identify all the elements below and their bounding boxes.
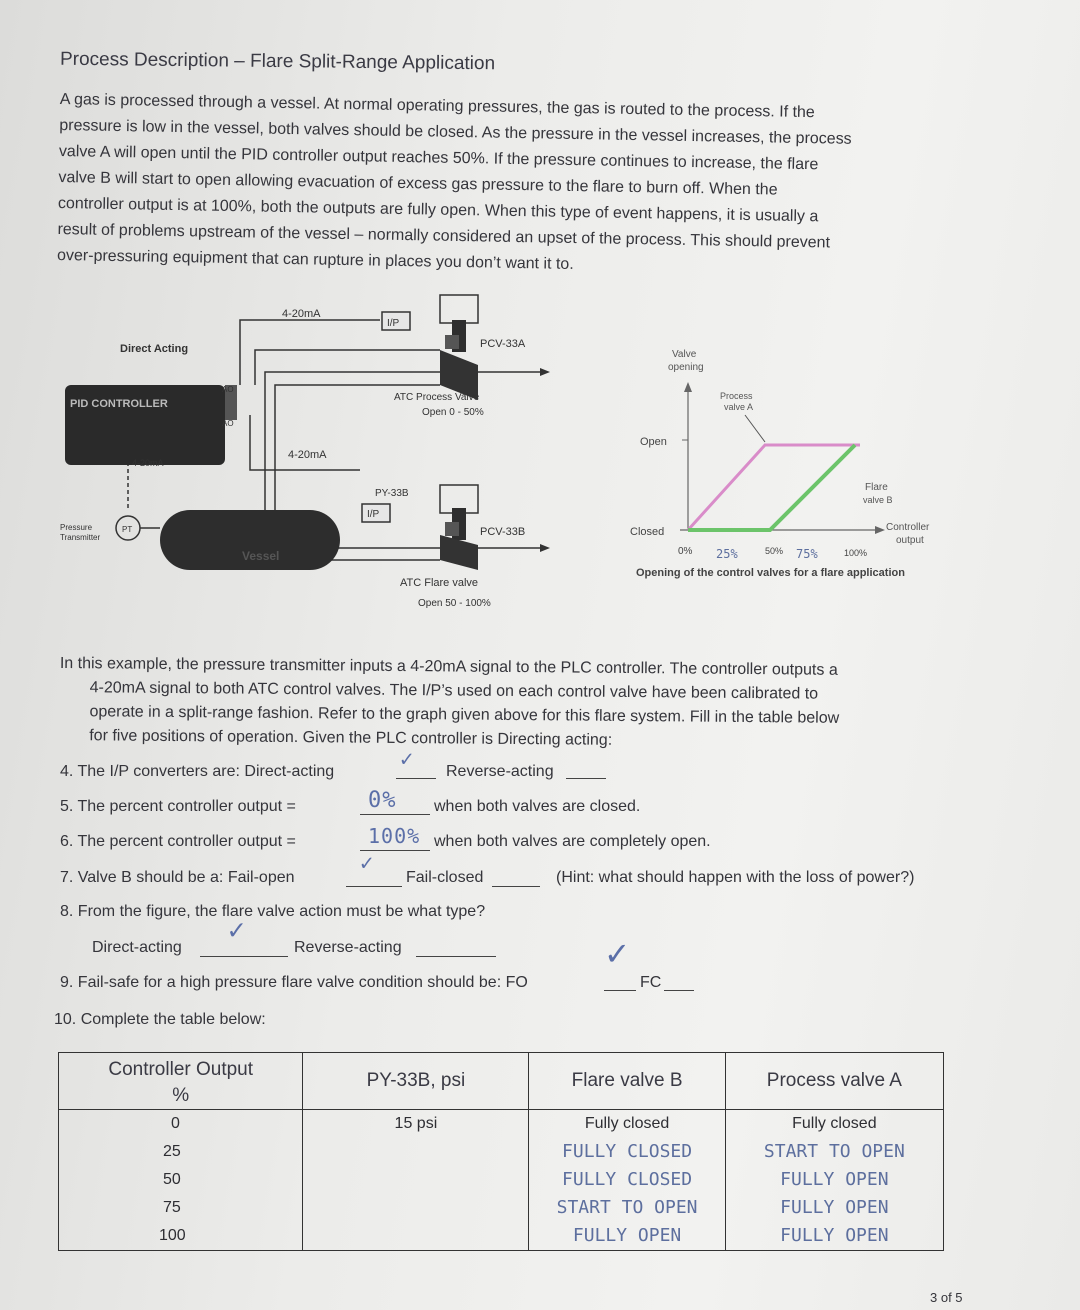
question-7-hint: (Hint: what should happen with the loss of power?) bbox=[556, 869, 915, 886]
graph-tick: 50% bbox=[765, 546, 784, 556]
question-8: 8. From the figure, the flare valve action must be what type? bbox=[60, 903, 486, 920]
header-controller-output bbox=[59, 1053, 303, 1110]
graph-x-title: Controller bbox=[886, 522, 930, 533]
example-line: operate in a split-range fashion. Refer to the graph given above for this flare system. Fill in the table below bbox=[89, 703, 840, 727]
handwritten-cell[interactable]: FULLY OPEN bbox=[780, 1225, 889, 1246]
question-7: 7. Valve B should be a: Fail-open bbox=[60, 869, 295, 886]
ip-a-label: I/P bbox=[387, 318, 400, 329]
split-range-table bbox=[58, 1052, 944, 1251]
page-title: Process Description – Flare Split-Range Application bbox=[59, 48, 496, 75]
question-8-option: Direct-acting bbox=[92, 939, 182, 956]
answer-6: 100% bbox=[368, 824, 421, 848]
open-a-label: Open 0 - 50% bbox=[422, 407, 484, 418]
signal-label: 4-20mA bbox=[288, 449, 327, 461]
intro-line: controller output is at 100%, both the outputs are fully open. When this type of event happens, it is usually a bbox=[57, 194, 819, 226]
intro-line: over-pressuring equipment that can rupture in places you don’t want it to. bbox=[56, 246, 574, 273]
question-5-tail: when both valves are closed. bbox=[434, 798, 641, 815]
example-line: 4-20mA signal to both ATC control valves. The I/P’s used on each control valve have been calibrated to bbox=[89, 679, 819, 703]
question-9-option: FC bbox=[640, 974, 662, 991]
graph-y-title: opening bbox=[668, 362, 704, 373]
pt-label: PT bbox=[122, 525, 133, 534]
checkmark-icon: ✓ bbox=[360, 851, 375, 876]
page-number: 3 of 5 bbox=[930, 1290, 963, 1305]
intro-line: result of problems upstream of the vessel – normally considered an upset of the process. This should prevent bbox=[57, 220, 831, 252]
transmitter-label: Pressure bbox=[60, 523, 93, 532]
question-9: 9. Fail-safe for a high pressure flare valve condition should be: FO bbox=[60, 974, 528, 991]
signal-label: 4-20mA bbox=[132, 458, 164, 468]
process-valve-label: valve A bbox=[724, 402, 754, 412]
graph-open-label: Open bbox=[640, 436, 667, 448]
ip-b-label: I/P bbox=[367, 509, 380, 520]
open-b-label: Open 50 - 100% bbox=[418, 598, 491, 609]
process-valve-line bbox=[688, 445, 860, 530]
intro-line: A gas is processed through a vessel. At normal operating pressures, the gas is routed to the process. If the bbox=[59, 90, 815, 122]
question-8-option: Reverse-acting bbox=[294, 939, 402, 956]
pcv-a-label: PCV-33A bbox=[480, 338, 526, 350]
ao-label: AO bbox=[222, 419, 234, 428]
table-body-row bbox=[59, 1110, 944, 1251]
answer-5: 0% bbox=[368, 788, 397, 813]
split-range-graph bbox=[620, 330, 950, 590]
table-cell: Fully closed bbox=[584, 1115, 670, 1132]
table-cell: 25 bbox=[163, 1143, 181, 1160]
question-10: 10. Complete the table below: bbox=[54, 1011, 266, 1028]
table-cell: 0 bbox=[171, 1115, 180, 1132]
example-line: In this example, the pressure transmitter inputs a 4-20mA signal to the PLC controller. The controller outputs a bbox=[59, 654, 838, 679]
table-cell: 100 bbox=[159, 1227, 186, 1244]
flare-valve-label: valve B bbox=[863, 495, 893, 505]
table-cell: 75 bbox=[163, 1199, 181, 1216]
pid-controller-label: PID CONTROLLER bbox=[70, 398, 168, 410]
question-5: 5. The percent controller output = bbox=[60, 798, 296, 815]
graph-tick-handwritten: 25% bbox=[716, 547, 738, 561]
pcv-b-label: PCV-33B bbox=[480, 526, 526, 538]
py-b-label: PY-33B bbox=[375, 488, 409, 499]
checkmark-icon: ✓ bbox=[400, 747, 415, 772]
intro-line: pressure is low in the vessel, both valves should be closed. As the pressure in the vessel increases, the process bbox=[59, 116, 852, 148]
header-py33b: PY-33B, psi bbox=[303, 1053, 529, 1110]
handwritten-cell[interactable]: START TO OPEN bbox=[556, 1197, 698, 1218]
graph-y-title: Valve bbox=[672, 349, 697, 360]
valve-b-body bbox=[440, 535, 478, 570]
flare-process-diagram bbox=[60, 290, 580, 620]
question-6: 6. The percent controller output = bbox=[60, 833, 296, 850]
intro-line: valve A will open until the PID controller output reaches 50%. If the pressure continues to increase, the flare bbox=[58, 142, 819, 174]
graph-closed-label: Closed bbox=[630, 526, 665, 538]
output-column bbox=[59, 1110, 303, 1251]
question-4: 4. The I/P converters are: Direct-acting bbox=[60, 763, 335, 780]
example-line: for five positions of operation. Given the PLC controller is Directing acting: bbox=[89, 727, 613, 749]
signal-label: 4-20mA bbox=[282, 308, 321, 320]
vessel-label: Vessel bbox=[242, 549, 280, 563]
header-text: Controller Output bbox=[108, 1059, 254, 1080]
ao-label: AO bbox=[222, 385, 234, 394]
transmitter-label: Transmitter bbox=[60, 533, 101, 542]
flare-valve-line bbox=[688, 445, 855, 530]
question-6-tail: when both valves are completely open. bbox=[434, 833, 711, 850]
flare-valve-label: Flare bbox=[865, 482, 888, 493]
question-4-option: Reverse-acting bbox=[446, 763, 554, 780]
graph-tick-handwritten: 75% bbox=[796, 547, 818, 561]
atc-flare-label: ATC Flare valve bbox=[400, 577, 479, 589]
table-cell[interactable]: 15 psi bbox=[394, 1115, 438, 1132]
table-cell: 50 bbox=[163, 1171, 181, 1188]
header-unit: % bbox=[172, 1085, 190, 1106]
process-valve-label: Process bbox=[720, 391, 753, 401]
checkmark-icon: ✓ bbox=[606, 933, 629, 974]
process-column bbox=[725, 1110, 943, 1251]
handwritten-cell[interactable]: FULLY OPEN bbox=[780, 1169, 889, 1190]
graph-x-title: output bbox=[896, 535, 924, 546]
atc-process-label: ATC Process Valve bbox=[394, 392, 480, 403]
graph-tick: 100% bbox=[844, 548, 868, 558]
handwritten-cell[interactable]: START TO OPEN bbox=[763, 1141, 905, 1162]
pid-controller-box bbox=[65, 385, 225, 465]
graph-caption: Opening of the control valves for a flare application bbox=[636, 567, 905, 579]
direct-acting-label: Direct Acting bbox=[120, 343, 189, 355]
flare-column bbox=[529, 1110, 725, 1251]
handwritten-cell[interactable]: FULLY CLOSED bbox=[562, 1141, 693, 1162]
header-process-valve: Process valve A bbox=[725, 1053, 943, 1110]
handwritten-cell[interactable]: FULLY OPEN bbox=[572, 1225, 682, 1246]
checkmark-icon: ✓ bbox=[228, 913, 246, 946]
psi-column bbox=[303, 1110, 529, 1251]
handwritten-cell[interactable]: FULLY CLOSED bbox=[562, 1169, 693, 1190]
table-header-row bbox=[59, 1053, 944, 1110]
header-flare-valve: Flare valve B bbox=[529, 1053, 725, 1110]
question-7-option: Fail-closed bbox=[406, 869, 484, 886]
intro-line: valve B will start to open allowing evacuation of excess gas pressure to the flare to burn off. When the bbox=[58, 168, 778, 199]
table-cell: Fully closed bbox=[792, 1115, 877, 1132]
handwritten-cell[interactable]: FULLY OPEN bbox=[780, 1197, 889, 1218]
graph-tick: 0% bbox=[678, 546, 693, 557]
